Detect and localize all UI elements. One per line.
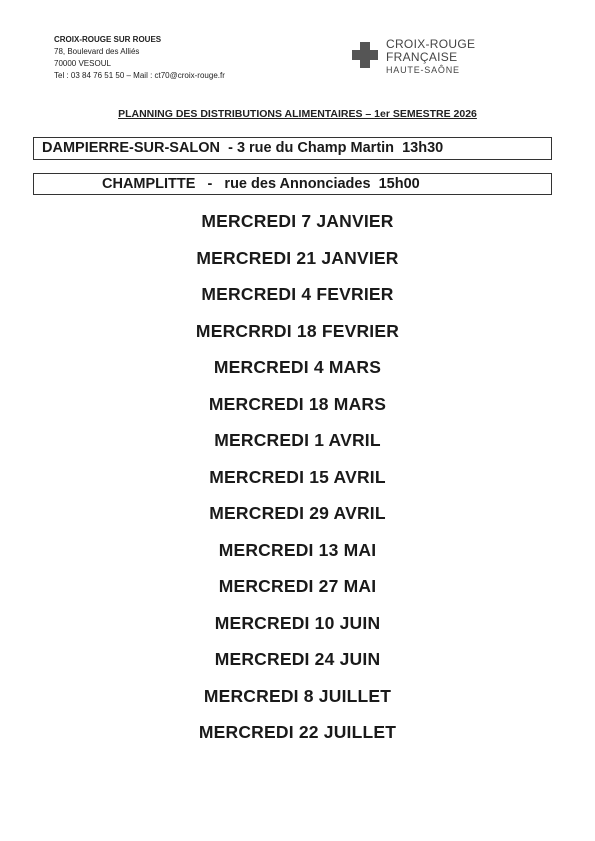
list-item: MERCREDI 4 FEVRIER	[201, 284, 394, 304]
list-item: MERCREDI 10 JUIN	[214, 612, 381, 633]
logo-line-2: FRANÇAISE	[386, 50, 458, 64]
sender-org: CROIX-ROUGE SUR ROUES	[54, 35, 162, 44]
list-item: MERCREDI 15 AVRIL	[209, 466, 386, 487]
list-item: MERCREDI 7 JANVIER	[201, 211, 394, 231]
list-item: MERCREDI 13 MAI	[218, 539, 377, 560]
list-item: MERCREDI 1 AVRIL	[214, 430, 381, 450]
logo-line-1: CROIX-ROUGE	[386, 37, 476, 51]
sender-street: 78, Boulevard des Alliés	[54, 47, 140, 56]
logo-line-3: HAUTE-SAÔNE	[386, 65, 460, 75]
list-item: MERCREDI 22 JUILLET	[198, 722, 397, 742]
list-item: MERCREDI 8 JUILLET	[203, 685, 392, 706]
sender-address	[54, 34, 225, 82]
list-item: MERCREDI 18 MARS	[208, 393, 387, 414]
red-cross-icon	[352, 42, 378, 68]
location-box-dampierre: DAMPIERRE-SUR-SALON - 3 rue du Champ Martin 13h30	[33, 137, 552, 160]
list-item: MERCREDI 24 JUIN	[214, 649, 381, 669]
list-item: MERCREDI 4 MARS	[213, 357, 382, 377]
sender-contact: Tel : 03 84 76 51 50 – Mail : ct70@croix-rouge.fr	[54, 71, 225, 80]
list-item: MERCRRDI 18 FEVRIER	[195, 320, 400, 341]
dates-list	[0, 207, 595, 755]
page-title: PLANNING DES DISTRIBUTIONS ALIMENTAIRES – 1er SEMESTRE 2026	[118, 108, 477, 120]
location-box-champlitte: CHAMPLITTE - rue des Annonciades 15h00	[33, 173, 552, 195]
list-item: MERCREDI 29 AVRIL	[209, 503, 386, 523]
sender-city: 70000 VESOUL	[54, 59, 111, 68]
croix-rouge-logo	[352, 38, 492, 88]
list-item: MERCREDI 21 JANVIER	[196, 247, 399, 268]
list-item: MERCREDI 27 MAI	[218, 576, 377, 596]
